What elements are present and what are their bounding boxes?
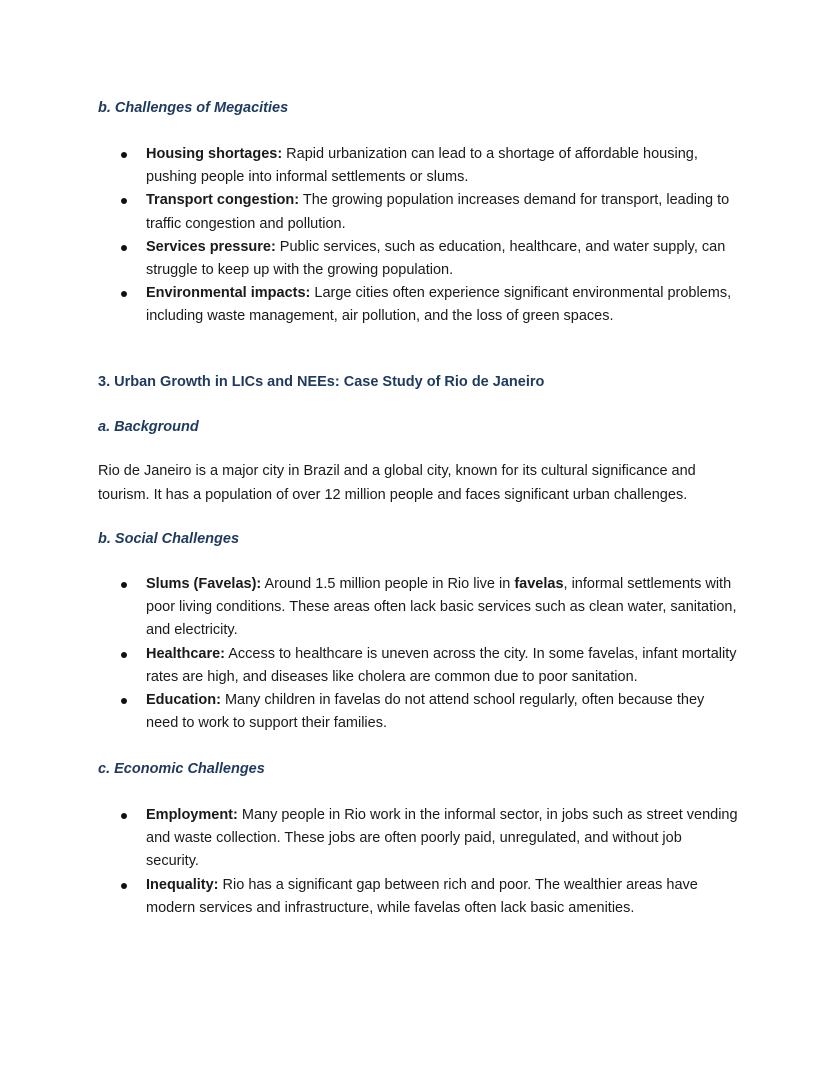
bullet-icon: [121, 813, 127, 819]
item-text: Access to healthcare is uneven across the city. In some favelas, infant mortality rates are high, and diseases like cholera are common due to poor sanitation.: [146, 645, 737, 685]
item-emphasis: favelas: [514, 576, 564, 592]
section-heading-background: a. Background: [98, 419, 199, 435]
bullet-icon: [121, 152, 127, 158]
list-item: [0, 689, 828, 735]
section-heading-case-study: 3. Urban Growth in LICs and NEEs: Case Study of Rio de Janeiro: [98, 374, 545, 390]
list-item: [0, 804, 828, 874]
list-item: [0, 282, 828, 328]
item-lead: Services pressure:: [146, 238, 276, 255]
bullet-icon: [121, 291, 127, 297]
bullet-icon: [121, 582, 127, 588]
item-text: Many children in favelas do not attend school regularly, often because they need to work to support their families.: [146, 692, 705, 732]
list-item: [0, 643, 828, 689]
bullet-icon: [121, 652, 127, 658]
bullet-icon: [121, 198, 127, 204]
item-text: Large cities often experience significant environmental problems, including waste management, air pollution, and the loss of green spaces.: [146, 285, 732, 325]
list-item: [0, 874, 828, 920]
item-lead: Transport congestion:: [146, 192, 300, 209]
item-text: Many people in Rio work in the informal sector, in jobs such as street vending and waste collection. These jobs are often poorly paid, unregulated, and without job security.: [146, 807, 738, 870]
list-item: [0, 236, 828, 282]
item-lead: Education:: [146, 692, 221, 709]
item-text: Around 1.5 million people in Rio live in: [261, 576, 515, 592]
list-item: [0, 189, 828, 235]
section-heading-economic: c. Economic Challenges: [98, 761, 265, 777]
item-text: Public services, such as education, healthcare, and water supply, can struggle to keep up with the growing population.: [146, 238, 726, 279]
bullet-icon: [121, 698, 127, 704]
bullet-icon: [121, 883, 127, 889]
item-lead: Inequality:: [146, 876, 219, 893]
item-lead: Housing shortages:: [146, 146, 283, 162]
background-paragraph: Rio de Janeiro is a major city in Brazil and a global city, known for its cultural significance and tourism. It has a population of over 12 million people and faces significant urban challenges.: [98, 463, 696, 503]
item-lead: Slums (Favelas):: [146, 576, 262, 592]
list-item: [0, 143, 828, 189]
item-text: The growing population increases demand for transport, leading to traffic congestion and pollution.: [146, 192, 730, 232]
item-lead: Healthcare:: [146, 645, 225, 662]
megacities-challenge-list: [0, 143, 828, 329]
section-heading-social: b. Social Challenges: [98, 531, 240, 547]
economic-challenge-list: [0, 804, 828, 920]
item-lead: Environmental impacts:: [146, 285, 311, 302]
item-text: , informal settlements with poor living conditions. These areas often lack basic services such as clean water, sanitation, and electricity.: [146, 576, 737, 639]
item-text: Rio has a significant gap between rich and poor. The wealthier areas have modern services and infrastructure, while favelas often lack basic amenities.: [146, 876, 698, 916]
list-item: [0, 573, 828, 643]
bullet-icon: [121, 245, 127, 251]
item-text: Rapid urbanization can lead to a shortage of affordable housing, pushing people into informal settlements or slums.: [146, 146, 698, 186]
social-challenge-list: [0, 573, 828, 735]
section-heading-megacities: b. Challenges of Megacities: [98, 100, 289, 116]
item-lead: Employment:: [146, 807, 238, 823]
